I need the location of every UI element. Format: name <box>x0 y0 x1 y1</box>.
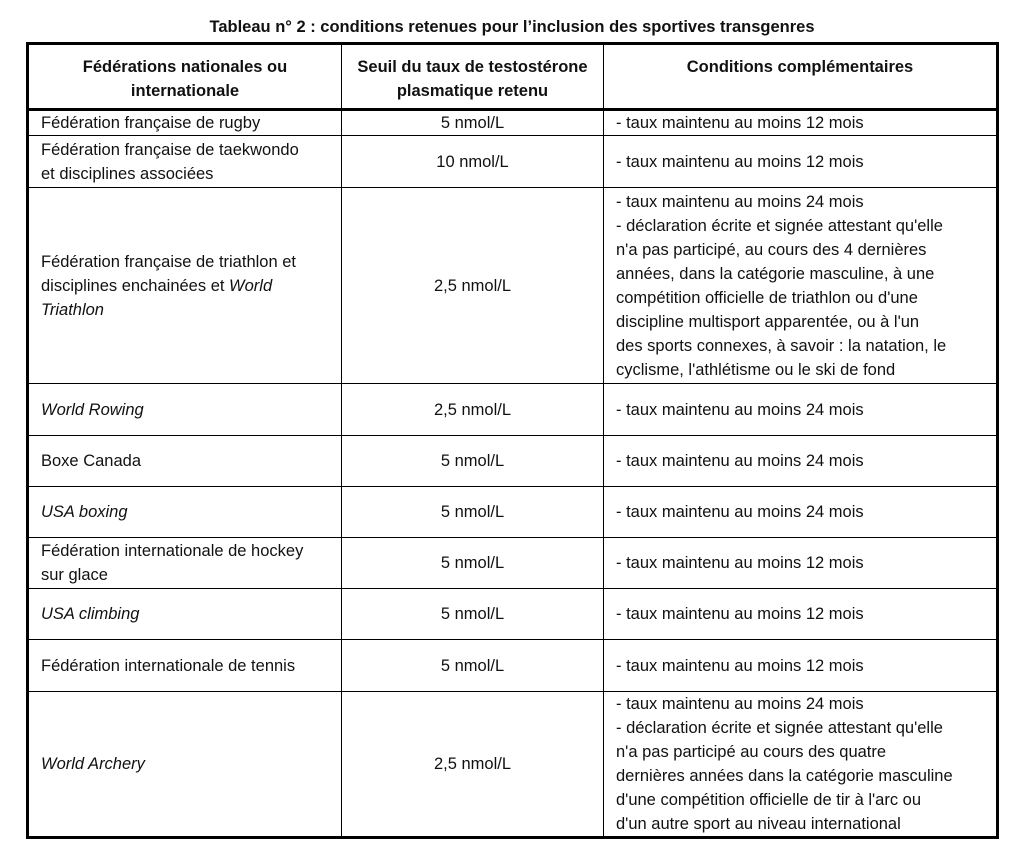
conditions-cell <box>604 589 998 640</box>
federation-line: Triathlon <box>41 300 104 319</box>
table-row <box>28 589 998 640</box>
condition-line: d'un autre sport au niveau international <box>616 815 901 833</box>
conditions-cell <box>604 136 998 188</box>
table-row <box>28 188 998 384</box>
condition-line: - taux maintenu au moins 24 mois <box>616 400 864 419</box>
header-federations-line: internationale <box>130 82 240 100</box>
table-header-row <box>28 44 998 110</box>
seuil-cell: 5 nmol/L <box>342 487 604 538</box>
conditions-cell <box>604 436 998 487</box>
seuil-cell: 5 nmol/L <box>342 640 604 692</box>
condition-line: des sports connexes, à savoir : la natation, le <box>616 336 947 355</box>
condition-line: années, dans la catégorie masculine, à une <box>616 264 935 283</box>
table-row <box>28 136 998 188</box>
table-row <box>28 436 998 487</box>
seuil-cell: 2,5 nmol/L <box>342 384 604 436</box>
table-row <box>28 538 998 589</box>
seuil-cell: 5 nmol/L <box>342 589 604 640</box>
header-seuil-line: plasmatique retenu <box>396 82 549 100</box>
conditions-cell <box>604 188 998 384</box>
federation-line: sur glace <box>41 566 108 584</box>
header-federations <box>28 44 342 110</box>
table-row <box>28 487 998 538</box>
federation-line: Fédération française de triathlon et <box>41 252 296 271</box>
condition-line: compétition officielle de triathlon ou d'une <box>616 288 918 307</box>
condition-line: - taux maintenu au moins 24 mois <box>616 695 864 713</box>
conditions-cell <box>604 538 998 589</box>
seuil-cell: 10 nmol/L <box>342 136 604 188</box>
table-row <box>28 640 998 692</box>
federation-line: Boxe Canada <box>41 452 141 470</box>
condition-line: n'a pas participé, au cours des 4 dernières <box>616 240 927 259</box>
conditions-cell <box>604 640 998 692</box>
federation-line: World Archery <box>41 755 145 773</box>
conditions-cell <box>604 110 998 136</box>
federation-cell <box>28 538 342 589</box>
header-seuil-line: Seuil du taux de testostérone <box>357 58 588 76</box>
federation-cell <box>28 136 342 188</box>
table-title: Tableau n° 2 : conditions retenues pour l’inclusion des sportives transgenres <box>209 18 815 36</box>
federation-cell <box>28 692 342 838</box>
federation-line <box>41 274 329 298</box>
federation-line: et disciplines associées <box>41 164 214 183</box>
table-row <box>28 110 998 136</box>
federation-line: Fédération internationale de tennis <box>41 656 296 675</box>
header-federations-line: Fédérations nationales ou <box>82 58 288 76</box>
condition-line: - taux maintenu au moins 24 mois <box>616 192 864 211</box>
condition-line: - déclaration écrite et signée attestant qu'elle <box>616 719 943 737</box>
header-seuil <box>342 44 604 110</box>
condition-line: - taux maintenu au moins 12 mois <box>616 114 864 132</box>
condition-line: d'une compétition officielle de tir à l'arc ou <box>616 791 922 809</box>
condition-line: discipline multisport apparentée, ou à l'un <box>616 312 920 331</box>
condition-line: - taux maintenu au moins 12 mois <box>616 656 864 675</box>
seuil-cell: 2,5 nmol/L <box>342 692 604 838</box>
federation-cell <box>28 436 342 487</box>
federation-text-italic: World <box>229 276 273 295</box>
condition-line: - taux maintenu au moins 12 mois <box>616 605 864 623</box>
header-conditions <box>604 44 998 110</box>
seuil-cell: 5 nmol/L <box>342 538 604 589</box>
conditions-cell <box>604 692 998 838</box>
federation-line: USA boxing <box>41 503 128 521</box>
seuil-cell: 2,5 nmol/L <box>342 188 604 384</box>
condition-line: - déclaration écrite et signée attestant qu'elle <box>616 216 943 235</box>
federation-line: USA climbing <box>41 605 140 623</box>
federation-cell <box>28 384 342 436</box>
federation-line: Fédération française de taekwondo <box>41 140 299 159</box>
table-row <box>28 384 998 436</box>
seuil-cell: 5 nmol/L <box>342 436 604 487</box>
table-row <box>28 692 998 838</box>
federation-cell <box>28 589 342 640</box>
conditions-cell <box>604 384 998 436</box>
federation-cell <box>28 188 342 384</box>
federation-text: disciplines enchainées et <box>41 276 230 295</box>
federation-cell <box>28 487 342 538</box>
condition-line: - taux maintenu au moins 12 mois <box>616 152 864 171</box>
federation-line: Fédération française de rugby <box>41 114 261 132</box>
condition-line: cyclisme, l'athlétisme ou le ski de fond <box>616 360 896 379</box>
condition-line: n'a pas participé au cours des quatre <box>616 743 887 761</box>
conditions-cell <box>604 487 998 538</box>
federation-line: Fédération internationale de hockey <box>41 542 304 560</box>
federation-cell <box>28 110 342 136</box>
header-conditions-line: Conditions complémentaires <box>686 58 914 76</box>
conditions-table <box>26 42 999 839</box>
condition-line: dernières années dans la catégorie masculine <box>616 767 953 785</box>
condition-line: - taux maintenu au moins 12 mois <box>616 554 864 572</box>
seuil-cell: 5 nmol/L <box>342 110 604 136</box>
federation-line: World Rowing <box>41 400 144 419</box>
federation-cell <box>28 640 342 692</box>
condition-line: - taux maintenu au moins 24 mois <box>616 452 864 470</box>
condition-line: - taux maintenu au moins 24 mois <box>616 503 864 521</box>
